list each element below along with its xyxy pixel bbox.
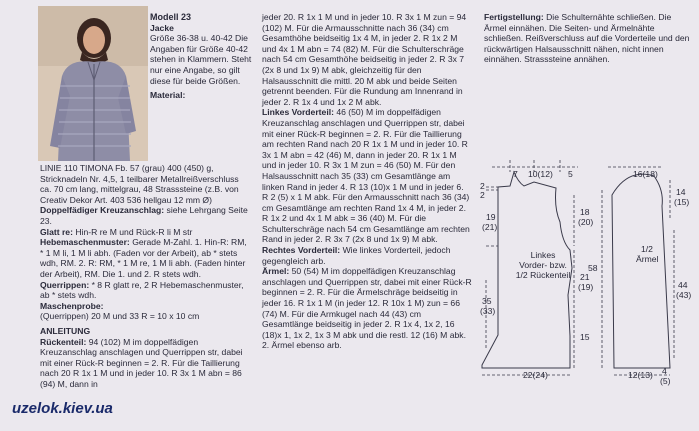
dim-label: (20) [578,217,594,227]
dim-label: 18 [580,207,590,217]
material-label: Material: [150,90,186,101]
section-text: Wie linkes Vorderteil, jedoch gegengleich arb. [262,245,451,266]
instructions-column-2 [262,12,472,351]
pattern-schematic [474,150,694,380]
dim-label: 12(13) [628,370,653,380]
dim-label: 2 [480,190,485,200]
section-label: Glatt re: [40,226,73,237]
dim-label: 19 [486,212,496,222]
header-column [150,12,253,101]
anleitung-heading: ANLEITUNG [40,325,91,336]
section-text: Die Schulternähte schließen. Die Ärmel einnähen. Die Seiten- und Ärmelnähte schließen. Reißverschluss auf die Vorderteile und den rückwärtigen Halsausschnitt nähen, nicht innen einnähen. Strasssteine annähen. [484,12,690,65]
material-text: LINIE 110 TIMONA Fb. 57 (grau) 400 (450) g, Stricknadeln Nr. 4,5, 1 teilbarer Metallreißverschluss ca. 70 cm lang, mittelgrau, 48 Strasssteine (z.B. von Creativ Dekor Art. 403 536 hellgau 12 mm Ø) [40,163,239,205]
dim-label: 14 [676,187,686,197]
dim-label: (19) [578,282,594,292]
dim-label: 44 [678,280,688,290]
dim-label: (5) [660,376,671,386]
section-text: Gerade M-Zahl. 1. Hin-R: RM, * 1 M li, 1 M li abh. (Faden vor der Arbeit), ab * stets wdh, RM. 2. R: RM, * 1 M re, 1 M li abh. (Faden hinter der Arbeit), RM. Die 1. und 2. R stets wdh. [40,237,247,279]
front-label-2: Vorder- bzw. [519,260,567,270]
section-label: Maschenprobe: [40,300,104,311]
sleeve-label-2: Ärmel [636,254,659,264]
instructions-column-1 [40,163,252,389]
dim-label: 4 [662,366,667,376]
woman-photo-illustration [38,6,148,161]
section-label: Querrippen: [40,279,90,290]
instructions-column-3 [484,12,692,65]
dim-label: (15) [674,197,690,207]
section-label: Linkes Vorderteil: [262,107,334,118]
section-label: Fertigstellung: [484,12,544,22]
section-label: Doppelfädiger Kreuzanschlag: [40,205,165,216]
dim-label: 2 [480,181,485,191]
dim-label: (21) [482,222,498,232]
dim-label: (33) [480,306,496,316]
section-label: Rückenteil: [40,336,87,347]
model-title: Modell 23 [150,12,192,22]
section-text: siehe Lehrgang Seite 23. [40,205,248,226]
section-label: Rechtes Vorderteil: [262,245,341,256]
front-label-3: 1/2 Rückenteil [515,270,571,280]
section-text: * 8 R glatt re, 2 R Hebemaschenmuster, ab * stets wdh. [40,279,244,301]
section-text: 50 (54) M im doppelfädigen Kreuzanschlag anschlagen und Querrippen str, dabei mit einer Rück-R beginnen = 2. R. Für die Ärmelschräge beidseitig in jeder 16. R 1x 1 M (in jeder 12. R 10x 1 M) zun = 66 (74) M. Für die Armkugel nach 44 (43) cm Gesamtlänge beidseitig in jeder 2. R 1x 4, 1x 2, 16 (18)x 1, 1x 2, 1x 3 M abk und die restl. 12 (16) M abk. 2. Ärmel ebenso arb. [262,266,472,351]
dim-label: 58 [588,263,598,273]
section-label: Ärmel: [262,266,290,277]
garment-type: Jacke [150,22,174,33]
section-text: Hin-R re M und Rück-R li M str [75,226,193,237]
dim-label: 35 [482,296,492,306]
watermark: uzelok.kiev.ua [12,400,113,417]
dim-label: (43) [676,290,692,300]
section-text: 94 (102) M im doppelfädigen Kreuzanschlag anschlagen und Querrippen str, dabei mit einer Rück-R beginnen = 2. R. Für die Taillierung nach 20 R 1x 1 M und in jeder 10. R 3x 1 M abn = 86 (94) M, dann in [40,336,243,389]
model-photo [38,6,148,161]
dim-label: 5 [568,169,573,179]
size-info: Größe 36-38 u. 40-42 Die Angaben für Größe 40-42 stehen in Klammern. Steht nur eine Angabe, so gilt diese für beide Größen. [150,33,252,86]
dim-label: 7 [513,169,518,179]
dim-label: 22(24) [523,370,548,380]
sleeve-label-1: 1/2 [641,244,653,254]
dim-label: 10(12) [528,169,553,179]
section-text: (Querrippen) 20 M und 33 R = 10 x 10 cm [40,311,200,322]
sleeve-outline [612,174,670,368]
front-label-1: Linkes [530,250,556,260]
section-text: 46 (50) M im doppelfädigen Kreuzanschlag anschlagen und Querrippen str, dabei mit einer Rück-R beginnen = 2. R. Für die Taillierung am rechten Rand nach 20 R 1x 1 M und in jeder 10. R 3x 1 M abn = 42 (46) M, dann in jeder 20. R 1x 1 M und in jeder 10. R 3x 1 M zun = 46 (50) M. Für den Halsausschnitt nach 35 (33) cm Gesamtlänge am linken Rand in jeder 4. R 13 (10)x 1 M und in jeder 6. R 2 (5) x 1 M abk. Für den Armausschnitt nach 36 (34) cm Gesamtlänge am rechten Rand 1x 4 M, in jeder 2. R 1x 2 und 4x 1 M abk = 36 (40) M. Für die Schulterschräge nach 54 cm Gesamtlänge am rechten Rand in jeder 2. R 3x 7 (2x 8 und 1x 9) M abk. [262,107,470,245]
dim-label: 21 [580,272,590,282]
section-text: jeder 20. R 1x 1 M und in jeder 10. R 3x 1 M zun = 94 (102) M. Für die Armausschnitte nach 36 (34) cm Gesamthöhe beidseitig 1x 4 M, in jeder 2. R 1x 2 M und 4x 1 M abn = 74 (82) M. Für die Schulterschräge nach 54 cm Gesamthöhe beidseitig in jeder 2. R 3x 7 (2x 8 und 1x 9) M abk, gleichzeitig für den Halsausschnitt die mittl. 20 M abk und beide Seiten getrennt beenden. Für die Rundung am Innenrand in jeder 2. R 1x 4 und 1x 2 M abk. [262,12,467,107]
dim-label: 16(18) [633,169,658,179]
dim-label: 15 [580,332,590,342]
section-label: Hebemaschenmuster: [40,237,130,248]
